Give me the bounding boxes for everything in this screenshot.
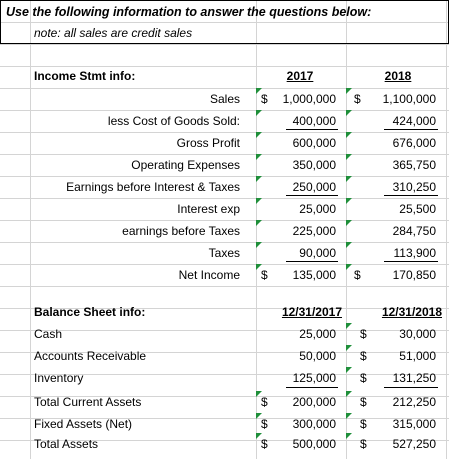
income-row-label[interactable]: Taxes <box>208 246 240 260</box>
balance-col-2018[interactable]: 12/31/2018 <box>381 305 442 319</box>
income-value-2018[interactable]: 310,250 <box>392 180 436 194</box>
balance-dollar-2018[interactable]: $ <box>360 395 367 409</box>
row-gridline <box>0 44 449 45</box>
error-indicator-icon <box>256 88 262 94</box>
income-value-2017[interactable]: 90,000 <box>299 246 336 260</box>
col-gridline <box>446 0 447 459</box>
subtotal-underline <box>286 261 338 262</box>
balance-dollar-2017[interactable]: $ <box>261 417 268 431</box>
row-gridline <box>0 88 449 89</box>
balance-dollar-2018[interactable]: $ <box>360 417 367 431</box>
income-value-2018[interactable]: 676,000 <box>392 136 436 150</box>
balance-value-2017[interactable]: 50,000 <box>299 349 336 363</box>
error-indicator-icon <box>346 198 352 204</box>
balance-dollar-2018[interactable]: $ <box>360 371 367 385</box>
income-dollar-2018[interactable]: $ <box>354 268 361 282</box>
subtotal-underline <box>384 261 438 262</box>
income-col-2017[interactable]: 2017 <box>286 69 314 83</box>
row-gridline <box>0 198 449 199</box>
row-gridline <box>0 176 449 177</box>
income-row-label[interactable]: Interest exp <box>177 202 240 216</box>
balance-value-2017[interactable]: 300,000 <box>292 417 336 431</box>
balance-dollar-2017[interactable]: $ <box>261 437 268 451</box>
income-dollar-2018[interactable]: $ <box>354 92 361 106</box>
sheet-title[interactable]: Use the following information to answer the questions below: <box>6 5 372 19</box>
sheet-note[interactable]: note: all sales are credit sales <box>34 26 193 40</box>
subtotal-underline <box>384 387 438 388</box>
error-indicator-icon <box>256 132 262 138</box>
income-value-2017[interactable]: 225,000 <box>292 224 336 238</box>
row-gridline <box>0 242 449 243</box>
error-indicator-icon <box>346 242 352 248</box>
income-value-2017[interactable]: 1,000,000 <box>282 92 336 106</box>
balance-value-2017[interactable]: 500,000 <box>292 437 336 451</box>
balance-value-2018[interactable]: 212,250 <box>392 395 436 409</box>
error-indicator-icon <box>256 110 262 116</box>
error-indicator-icon <box>256 220 262 226</box>
income-value-2018[interactable]: 170,850 <box>392 268 436 282</box>
subtotal-underline <box>384 129 438 130</box>
balance-value-2018[interactable]: 131,250 <box>392 371 436 385</box>
income-row-label[interactable]: Sales <box>209 92 240 106</box>
subtotal-underline <box>286 129 338 130</box>
balance-value-2018[interactable]: 315,000 <box>392 417 436 431</box>
income-value-2017[interactable]: 25,000 <box>299 202 336 216</box>
income-row-label[interactable]: earnings before Taxes <box>122 224 240 238</box>
row-gridline <box>0 132 449 133</box>
subtotal-underline <box>286 387 338 388</box>
balance-row-label[interactable]: Accounts Receivable <box>34 349 147 363</box>
income-value-2018[interactable]: 284,750 <box>392 224 436 238</box>
income-value-2018[interactable]: 25,500 <box>399 202 436 216</box>
error-indicator-icon <box>256 391 262 397</box>
income-value-2017[interactable]: 135,000 <box>292 268 336 282</box>
error-indicator-icon <box>256 176 262 182</box>
income-row-label[interactable]: Gross Profit <box>176 136 240 150</box>
balance-value-2018[interactable]: 30,000 <box>399 327 436 341</box>
balance-dollar-2018[interactable]: $ <box>360 437 367 451</box>
income-col-2018[interactable]: 2018 <box>384 69 412 83</box>
balance-row-label[interactable]: Total Assets <box>34 437 99 451</box>
balance-dollar-2018[interactable]: $ <box>360 327 367 341</box>
balance-col-2017[interactable]: 12/31/2017 <box>281 305 342 319</box>
error-indicator-icon <box>346 323 352 329</box>
income-value-2017[interactable]: 350,000 <box>292 158 336 172</box>
balance-row-label[interactable]: Total Current Assets <box>34 395 142 409</box>
income-value-2018[interactable]: 365,750 <box>392 158 436 172</box>
row-gridline <box>0 154 449 155</box>
income-dollar-2017[interactable]: $ <box>261 92 268 106</box>
subtotal-underline <box>286 195 338 196</box>
error-indicator-icon <box>346 220 352 226</box>
error-indicator-icon <box>346 264 352 270</box>
error-indicator-icon <box>346 88 352 94</box>
balance-value-2018[interactable]: 51,000 <box>399 349 436 363</box>
income-row-label[interactable]: Net Income <box>178 268 240 282</box>
error-indicator-icon <box>346 413 352 419</box>
error-indicator-icon <box>346 433 352 439</box>
error-indicator-icon <box>256 154 262 160</box>
row-gridline <box>0 220 449 221</box>
balance-row-label[interactable]: Cash <box>34 327 63 341</box>
row-gridline <box>0 286 449 287</box>
error-indicator-icon <box>346 154 352 160</box>
error-indicator-icon <box>256 433 262 439</box>
balance-dollar-2017[interactable]: $ <box>261 395 268 409</box>
income-row-label[interactable]: Operating Expenses <box>131 158 240 172</box>
income-value-2018[interactable]: 113,900 <box>393 246 436 260</box>
error-indicator-icon <box>346 391 352 397</box>
row-gridline <box>0 264 449 265</box>
balance-value-2017[interactable]: 25,000 <box>299 327 336 341</box>
error-indicator-icon <box>256 413 262 419</box>
error-indicator-icon <box>256 264 262 270</box>
income-value-2017[interactable]: 250,000 <box>292 180 336 194</box>
error-indicator-icon <box>346 110 352 116</box>
balance-value-2018[interactable]: 527,250 <box>392 437 436 451</box>
income-value-2017[interactable]: 400,000 <box>292 114 336 128</box>
income-row-label[interactable]: less Cost of Goods Sold: <box>107 114 240 128</box>
row-gridline <box>0 110 449 111</box>
income-dollar-2017[interactable]: $ <box>261 268 268 282</box>
subtotal-underline <box>384 195 438 196</box>
income-heading[interactable]: Income Stmt info: <box>34 69 136 83</box>
error-indicator-icon <box>346 176 352 182</box>
income-value-2017[interactable]: 600,000 <box>292 136 336 150</box>
balance-heading[interactable]: Balance Sheet info: <box>34 305 146 319</box>
row-gridline <box>0 66 449 67</box>
balance-row-label[interactable]: Fixed Assets (Net) <box>34 417 133 431</box>
balance-value-2017[interactable]: 125,000 <box>292 371 336 385</box>
balance-dollar-2018[interactable]: $ <box>360 349 367 363</box>
error-indicator-icon <box>256 198 262 204</box>
error-indicator-icon <box>346 345 352 351</box>
income-value-2018[interactable]: 424,000 <box>392 114 436 128</box>
income-value-2018[interactable]: 1,100,000 <box>382 92 436 106</box>
income-row-label[interactable]: Earnings before Interest & Taxes <box>66 180 240 194</box>
error-indicator-icon <box>346 132 352 138</box>
balance-value-2017[interactable]: 200,000 <box>292 395 336 409</box>
balance-row-label[interactable]: Inventory <box>34 371 84 385</box>
error-indicator-icon <box>346 367 352 373</box>
error-indicator-icon <box>256 242 262 248</box>
